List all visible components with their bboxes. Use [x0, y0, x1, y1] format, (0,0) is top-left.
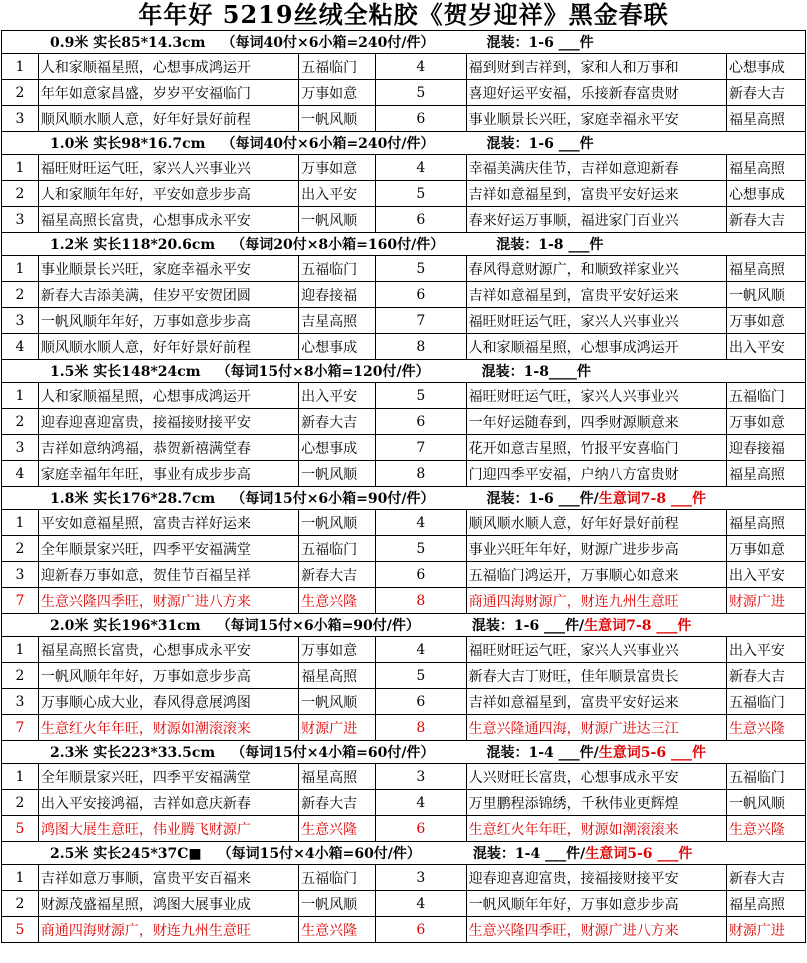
- horizontal-scroll-text: 福星高照: [299, 764, 376, 790]
- section-header-cell: [2, 842, 806, 865]
- section-header: [2, 31, 806, 54]
- table-row: [2, 764, 806, 790]
- item-number: 5: [376, 80, 467, 106]
- table-row: [2, 917, 806, 943]
- item-number: 2: [2, 409, 39, 435]
- mix-info: 混装：1-6 ___件: [486, 35, 594, 51]
- pack-info: （每词15付×4小箱=60付/件）: [217, 846, 421, 862]
- mix-info: 混装：1-4 ___件/: [486, 745, 599, 761]
- item-number: 1: [2, 865, 39, 891]
- horizontal-scroll-text: 生意兴隆: [299, 917, 376, 943]
- horizontal-scroll-text: 生意兴隆: [726, 715, 805, 741]
- table-row: [2, 689, 806, 715]
- horizontal-scroll-text: 五福临门: [299, 536, 376, 562]
- couplet-text: 事业顺景长兴旺，家庭幸福永平安: [38, 256, 298, 282]
- mix-extra-info: 生意词7-8 ___件: [598, 491, 706, 507]
- couplet-text: 福旺财旺运气旺，家兴人兴事业兴: [466, 637, 726, 663]
- couplet-text: 商通四海财源广，财连九州生意旺: [38, 917, 298, 943]
- item-number: 7: [2, 588, 39, 614]
- item-number: 7: [376, 435, 467, 461]
- couplet-text: 吉祥如意福星到，富贵平安好运来: [466, 282, 726, 308]
- item-number: 6: [376, 917, 467, 943]
- couplet-text: 鸿图大展生意旺，伟业腾飞财源广: [38, 816, 298, 842]
- couplet-text: 万事顺心成大业，春风得意展鸿图: [38, 689, 298, 715]
- item-number: 8: [376, 715, 467, 741]
- item-number: 4: [376, 637, 467, 663]
- section-header: [2, 233, 806, 256]
- pack-info: （每词40付×6小箱=240付/件）: [221, 35, 435, 51]
- horizontal-scroll-text: 生意兴隆: [299, 816, 376, 842]
- table-row: [2, 891, 806, 917]
- horizontal-scroll-text: 一帆风顺: [299, 106, 376, 132]
- couplet-text: 春来好运万事顺，福进家门百业兴: [466, 207, 726, 233]
- item-number: 6: [376, 562, 467, 588]
- couplet-text: 家庭幸福年年旺，事业有成步步高: [38, 461, 298, 487]
- couplet-text: 全年顺景家兴旺，四季平安福满堂: [38, 536, 298, 562]
- horizontal-scroll-text: 福星高照: [726, 510, 805, 536]
- horizontal-scroll-text: 迎春接福: [726, 435, 805, 461]
- item-number: 3: [2, 435, 39, 461]
- couplet-text: 全年顺景家兴旺，四季平安福满堂: [38, 764, 298, 790]
- couplet-text: 福星高照长富贵，心想事成永平安: [38, 207, 298, 233]
- item-number: 5: [376, 383, 467, 409]
- couplet-text: 顺风顺水顺人意，好年好景好前程: [38, 106, 298, 132]
- table-row: [2, 383, 806, 409]
- couplet-text: 人兴财旺长富贵，心想事成永平安: [466, 764, 726, 790]
- table-row: [2, 54, 806, 80]
- couplet-text: 一帆风顺年年好，万事如意步步高: [38, 308, 298, 334]
- mix-info: 混装：1-8____件: [481, 364, 591, 380]
- couplet-text: 出入平安接鸿福，吉祥如意庆新春: [38, 790, 298, 816]
- horizontal-scroll-text: 新春大吉: [726, 80, 805, 106]
- mix-extra-info: 生意词5-6 ___件: [598, 745, 706, 761]
- section-header: [2, 741, 806, 764]
- mix-info: 混装：1-6 ___件/: [486, 491, 599, 507]
- item-number: 6: [376, 409, 467, 435]
- item-number: 6: [376, 282, 467, 308]
- size-spec: 1.2米 实长118*20.6cm: [50, 237, 216, 253]
- item-number: 3: [2, 562, 39, 588]
- pack-info: （每词40付×6小箱=240付/件）: [221, 136, 435, 152]
- mix-info: 混装：1-6 ___件/: [471, 618, 585, 634]
- item-number: 1: [2, 155, 39, 181]
- table-row: [2, 181, 806, 207]
- item-number: 2: [2, 282, 39, 308]
- horizontal-scroll-text: 新春大吉: [726, 207, 805, 233]
- couplet-text: 人和家顺年年好，平安如意步步高: [38, 181, 298, 207]
- horizontal-scroll-text: 一帆风顺: [299, 510, 376, 536]
- couplet-text: 平安如意福星照，富贵吉祥好运来: [38, 510, 298, 536]
- horizontal-scroll-text: 生意兴隆: [726, 816, 805, 842]
- page-title: 年年好 5219丝绒全粘胶《贺岁迎祥》黑金春联: [138, 0, 669, 29]
- item-number: 6: [376, 106, 467, 132]
- horizontal-scroll-text: 五福临门: [299, 54, 376, 80]
- item-number: 5: [376, 663, 467, 689]
- item-number: 1: [2, 256, 39, 282]
- item-number: 7: [376, 308, 467, 334]
- table-row: [2, 865, 806, 891]
- size-spec: 1.0米 实长98*16.7cm: [50, 136, 206, 152]
- couplet-text: 生意红火年年旺，财源如潮滚滚来: [466, 816, 726, 842]
- item-number: 4: [376, 891, 467, 917]
- size-spec: 0.9米 实长85*14.3cm: [50, 35, 206, 51]
- horizontal-scroll-text: 福星高照: [299, 663, 376, 689]
- mix-info: 混装：1-6 ___件: [486, 136, 594, 152]
- horizontal-scroll-text: 一帆风顺: [299, 891, 376, 917]
- couplet-text: 新春大吉添美满，佳岁平安贺团圆: [38, 282, 298, 308]
- couplet-text: 顺风顺水顺人意，好年好景好前程: [466, 510, 726, 536]
- item-number: 1: [2, 510, 39, 536]
- couplet-text: 财源茂盛福星照，鸿图大展事业成: [38, 891, 298, 917]
- item-number: 4: [2, 461, 39, 487]
- table-row: [2, 282, 806, 308]
- horizontal-scroll-text: 五福临门: [726, 689, 805, 715]
- horizontal-scroll-text: 万事如意: [299, 637, 376, 663]
- horizontal-scroll-text: 一帆风顺: [299, 461, 376, 487]
- section-header-cell: [2, 132, 806, 155]
- horizontal-scroll-text: 新春大吉: [299, 409, 376, 435]
- horizontal-scroll-text: 新春大吉: [299, 562, 376, 588]
- size-spec: 2.3米 实长223*33.5cm: [50, 745, 216, 761]
- pack-info: （每词15付×6小箱=90付/件）: [216, 618, 420, 634]
- couplet-text: 喜迎好运平安福，乐接新春富贵财: [466, 80, 726, 106]
- section-header: [2, 614, 806, 637]
- horizontal-scroll-text: 一帆风顺: [299, 207, 376, 233]
- mix-extra-info: 生意词7-8 ___件: [584, 618, 692, 634]
- couplet-text: 顺风顺水顺人意，好年好景好前程: [38, 334, 298, 360]
- couplet-text: 生意兴隆四季旺，财源广进八方来: [466, 917, 726, 943]
- horizontal-scroll-text: 五福临门: [299, 256, 376, 282]
- item-number: 3: [376, 764, 467, 790]
- table-row: [2, 790, 806, 816]
- couplet-text: 门迎四季平安福，户纳八方富贵财: [466, 461, 726, 487]
- couplet-text: 吉祥如意福星到，富贵平安好运来: [466, 689, 726, 715]
- item-number: 1: [2, 383, 39, 409]
- couplet-text: 吉祥如意福星到，富贵平安好运来: [466, 181, 726, 207]
- couplet-text: 福旺财旺运气旺，家兴人兴事业兴: [38, 155, 298, 181]
- couplet-text: 迎新春万事如意，贺佳节百福呈祥: [38, 562, 298, 588]
- item-number: 5: [2, 917, 39, 943]
- horizontal-scroll-text: 一帆风顺: [299, 689, 376, 715]
- horizontal-scroll-text: 出入平安: [299, 383, 376, 409]
- pack-info: （每词15付×6小箱=90付/件）: [231, 491, 435, 507]
- item-number: 6: [376, 816, 467, 842]
- table-row: [2, 536, 806, 562]
- item-number: 1: [2, 764, 39, 790]
- item-number: 4: [376, 790, 467, 816]
- table-row: [2, 562, 806, 588]
- table-row: [2, 256, 806, 282]
- table-row: [2, 308, 806, 334]
- section-header-cell: [2, 487, 806, 510]
- couplet-text: 事业顺景长兴旺，家庭幸福永平安: [466, 106, 726, 132]
- table-row: [2, 816, 806, 842]
- couplet-text: 五福临门鸿运开，万事顺心如意来: [466, 562, 726, 588]
- item-number: 4: [2, 334, 39, 360]
- section-header-cell: [2, 360, 806, 383]
- horizontal-scroll-text: 财源广进: [299, 715, 376, 741]
- item-number: 2: [2, 891, 39, 917]
- section-header: [2, 487, 806, 510]
- horizontal-scroll-text: 福星高照: [726, 461, 805, 487]
- horizontal-scroll-text: 新春大吉: [726, 865, 805, 891]
- size-spec: 1.5米 实长148*24cm: [50, 364, 201, 380]
- section-header-cell: [2, 741, 806, 764]
- horizontal-scroll-text: 出入平安: [726, 637, 805, 663]
- couplet-text: 吉祥如意万事顺，富贵平安百福来: [38, 865, 298, 891]
- size-spec: 1.8米 实长176*28.7cm: [50, 491, 216, 507]
- item-number: 5: [376, 256, 467, 282]
- couplet-text: 一年好运随春到，四季财源顺意来: [466, 409, 726, 435]
- horizontal-scroll-text: 万事如意: [299, 155, 376, 181]
- item-number: 3: [376, 865, 467, 891]
- item-number: 6: [376, 689, 467, 715]
- horizontal-scroll-text: 新春大吉: [726, 663, 805, 689]
- size-spec: 2.0米 实长196*31cm: [50, 618, 201, 634]
- couplet-text: 春风得意财源广，和顺致祥家业兴: [466, 256, 726, 282]
- horizontal-scroll-text: 福星高照: [726, 106, 805, 132]
- couplet-text: 事业兴旺年年好，财源广进步步高: [466, 536, 726, 562]
- horizontal-scroll-text: 福星高照: [726, 155, 805, 181]
- section-header: [2, 842, 806, 865]
- section-header: [2, 360, 806, 383]
- item-number: 8: [376, 588, 467, 614]
- horizontal-scroll-text: 一帆风顺: [726, 282, 805, 308]
- couplet-text: 迎春迎喜迎富贵，接福接财接平安: [38, 409, 298, 435]
- table-row: [2, 461, 806, 487]
- couplet-text: 商通四海财源广，财连九州生意旺: [466, 588, 726, 614]
- item-number: 2: [2, 790, 39, 816]
- item-number: 8: [376, 334, 467, 360]
- horizontal-scroll-text: 心想事成: [726, 54, 805, 80]
- section-header-cell: [2, 614, 806, 637]
- pack-info: （每词15付×4小箱=60付/件）: [231, 745, 435, 761]
- couplet-text: 生意兴隆通四海，财源广进达三江: [466, 715, 726, 741]
- couplet-text: 一帆风顺年年好，万事如意步步高: [38, 663, 298, 689]
- table-row: [2, 207, 806, 233]
- couplet-text: 福到财到吉祥到，家和人和万事和: [466, 54, 726, 80]
- item-number: 5: [376, 181, 467, 207]
- horizontal-scroll-text: 五福临门: [726, 383, 805, 409]
- item-number: 2: [2, 181, 39, 207]
- couplet-text: 幸福美满庆佳节，吉祥如意迎新春: [466, 155, 726, 181]
- horizontal-scroll-text: 福星高照: [726, 891, 805, 917]
- table-row: [2, 155, 806, 181]
- couplet-text: 吉祥如意纳鸿福，恭贺新禧满堂春: [38, 435, 298, 461]
- item-number: 5: [376, 536, 467, 562]
- item-number: 3: [2, 106, 39, 132]
- couplet-text: 福星高照长富贵，心想事成永平安: [38, 637, 298, 663]
- horizontal-scroll-text: 万事如意: [299, 80, 376, 106]
- table-row: [2, 334, 806, 360]
- item-number: 4: [376, 510, 467, 536]
- couplet-text: 福旺财旺运气旺，家兴人兴事业兴: [466, 383, 726, 409]
- pack-info: （每词15付×8小箱=120付/件）: [216, 364, 430, 380]
- item-number: 3: [2, 308, 39, 334]
- item-number: 7: [2, 715, 39, 741]
- item-number: 2: [2, 663, 39, 689]
- table-row: [2, 588, 806, 614]
- section-header-cell: [2, 31, 806, 54]
- horizontal-scroll-text: 心想事成: [299, 435, 376, 461]
- horizontal-scroll-text: 财源广进: [726, 588, 805, 614]
- couplet-text: 花开如意吉星照，竹报平安喜临门: [466, 435, 726, 461]
- horizontal-scroll-text: 生意兴隆: [299, 588, 376, 614]
- horizontal-scroll-text: 福星高照: [726, 256, 805, 282]
- mix-info: 混装：1-8 ___件: [496, 237, 604, 253]
- table-row: [2, 715, 806, 741]
- mix-info: 混装：1-4 ___件/: [472, 846, 586, 862]
- horizontal-scroll-text: 出入平安: [299, 181, 376, 207]
- horizontal-scroll-text: 万事如意: [726, 536, 805, 562]
- horizontal-scroll-text: 心想事成: [299, 334, 376, 360]
- horizontal-scroll-text: 吉星高照: [299, 308, 376, 334]
- item-number: 3: [2, 689, 39, 715]
- item-number: 1: [2, 637, 39, 663]
- size-spec: 2.5米 实长245*37C■: [50, 846, 202, 862]
- item-number: 2: [2, 80, 39, 106]
- couplet-text: 迎春迎喜迎富贵，接福接财接平安: [466, 865, 726, 891]
- horizontal-scroll-text: 五福临门: [299, 865, 376, 891]
- horizontal-scroll-text: 出入平安: [726, 562, 805, 588]
- couplet-text: 一帆风顺年年好，万事如意步步高: [466, 891, 726, 917]
- horizontal-scroll-text: 万事如意: [726, 308, 805, 334]
- item-number: 4: [376, 54, 467, 80]
- couplet-text: 生意兴隆四季旺，财源广进八方来: [38, 588, 298, 614]
- horizontal-scroll-text: 万事如意: [726, 409, 805, 435]
- couplet-text: 人和家顺福星照，心想事成鸿运开: [38, 383, 298, 409]
- horizontal-scroll-text: 财源广进: [726, 917, 805, 943]
- item-number: 2: [2, 536, 39, 562]
- couplet-text: 万里鹏程添锦绣，千秋伟业更辉煌: [466, 790, 726, 816]
- horizontal-scroll-text: 五福临门: [726, 764, 805, 790]
- mix-extra-info: 生意词5-6 ___件: [585, 846, 693, 862]
- couplet-text: 人和家顺福星照，心想事成鸿运开: [38, 54, 298, 80]
- horizontal-scroll-text: 心想事成: [726, 181, 805, 207]
- couplet-text: 年年如意家昌盛，岁岁平安福临门: [38, 80, 298, 106]
- item-number: 3: [2, 207, 39, 233]
- table-row: [2, 80, 806, 106]
- couplet-text: 福旺财旺运气旺，家兴人兴事业兴: [466, 308, 726, 334]
- item-number: 6: [376, 207, 467, 233]
- table-row: [2, 435, 806, 461]
- table-row: [2, 510, 806, 536]
- item-number: 8: [376, 461, 467, 487]
- couplet-text: 新春大吉丁财旺，佳年顺景富贵长: [466, 663, 726, 689]
- table-row: [2, 663, 806, 689]
- horizontal-scroll-text: 新春大吉: [299, 790, 376, 816]
- pack-info: （每词20付×8小箱=160付/件）: [231, 237, 445, 253]
- horizontal-scroll-text: 出入平安: [726, 334, 805, 360]
- item-number: 1: [2, 54, 39, 80]
- couplet-text: 人和家顺福星照，心想事成鸿运开: [466, 334, 726, 360]
- horizontal-scroll-text: 一帆风顺: [726, 790, 805, 816]
- item-number: 5: [2, 816, 39, 842]
- item-number: 4: [376, 155, 467, 181]
- table-row: [2, 409, 806, 435]
- table-row: [2, 637, 806, 663]
- table-row: [2, 106, 806, 132]
- product-table: [1, 30, 806, 943]
- section-header-cell: [2, 233, 806, 256]
- horizontal-scroll-text: 迎春接福: [299, 282, 376, 308]
- section-header: [2, 132, 806, 155]
- couplet-text: 生意红火年年旺，财源如潮滚滚来: [38, 715, 298, 741]
